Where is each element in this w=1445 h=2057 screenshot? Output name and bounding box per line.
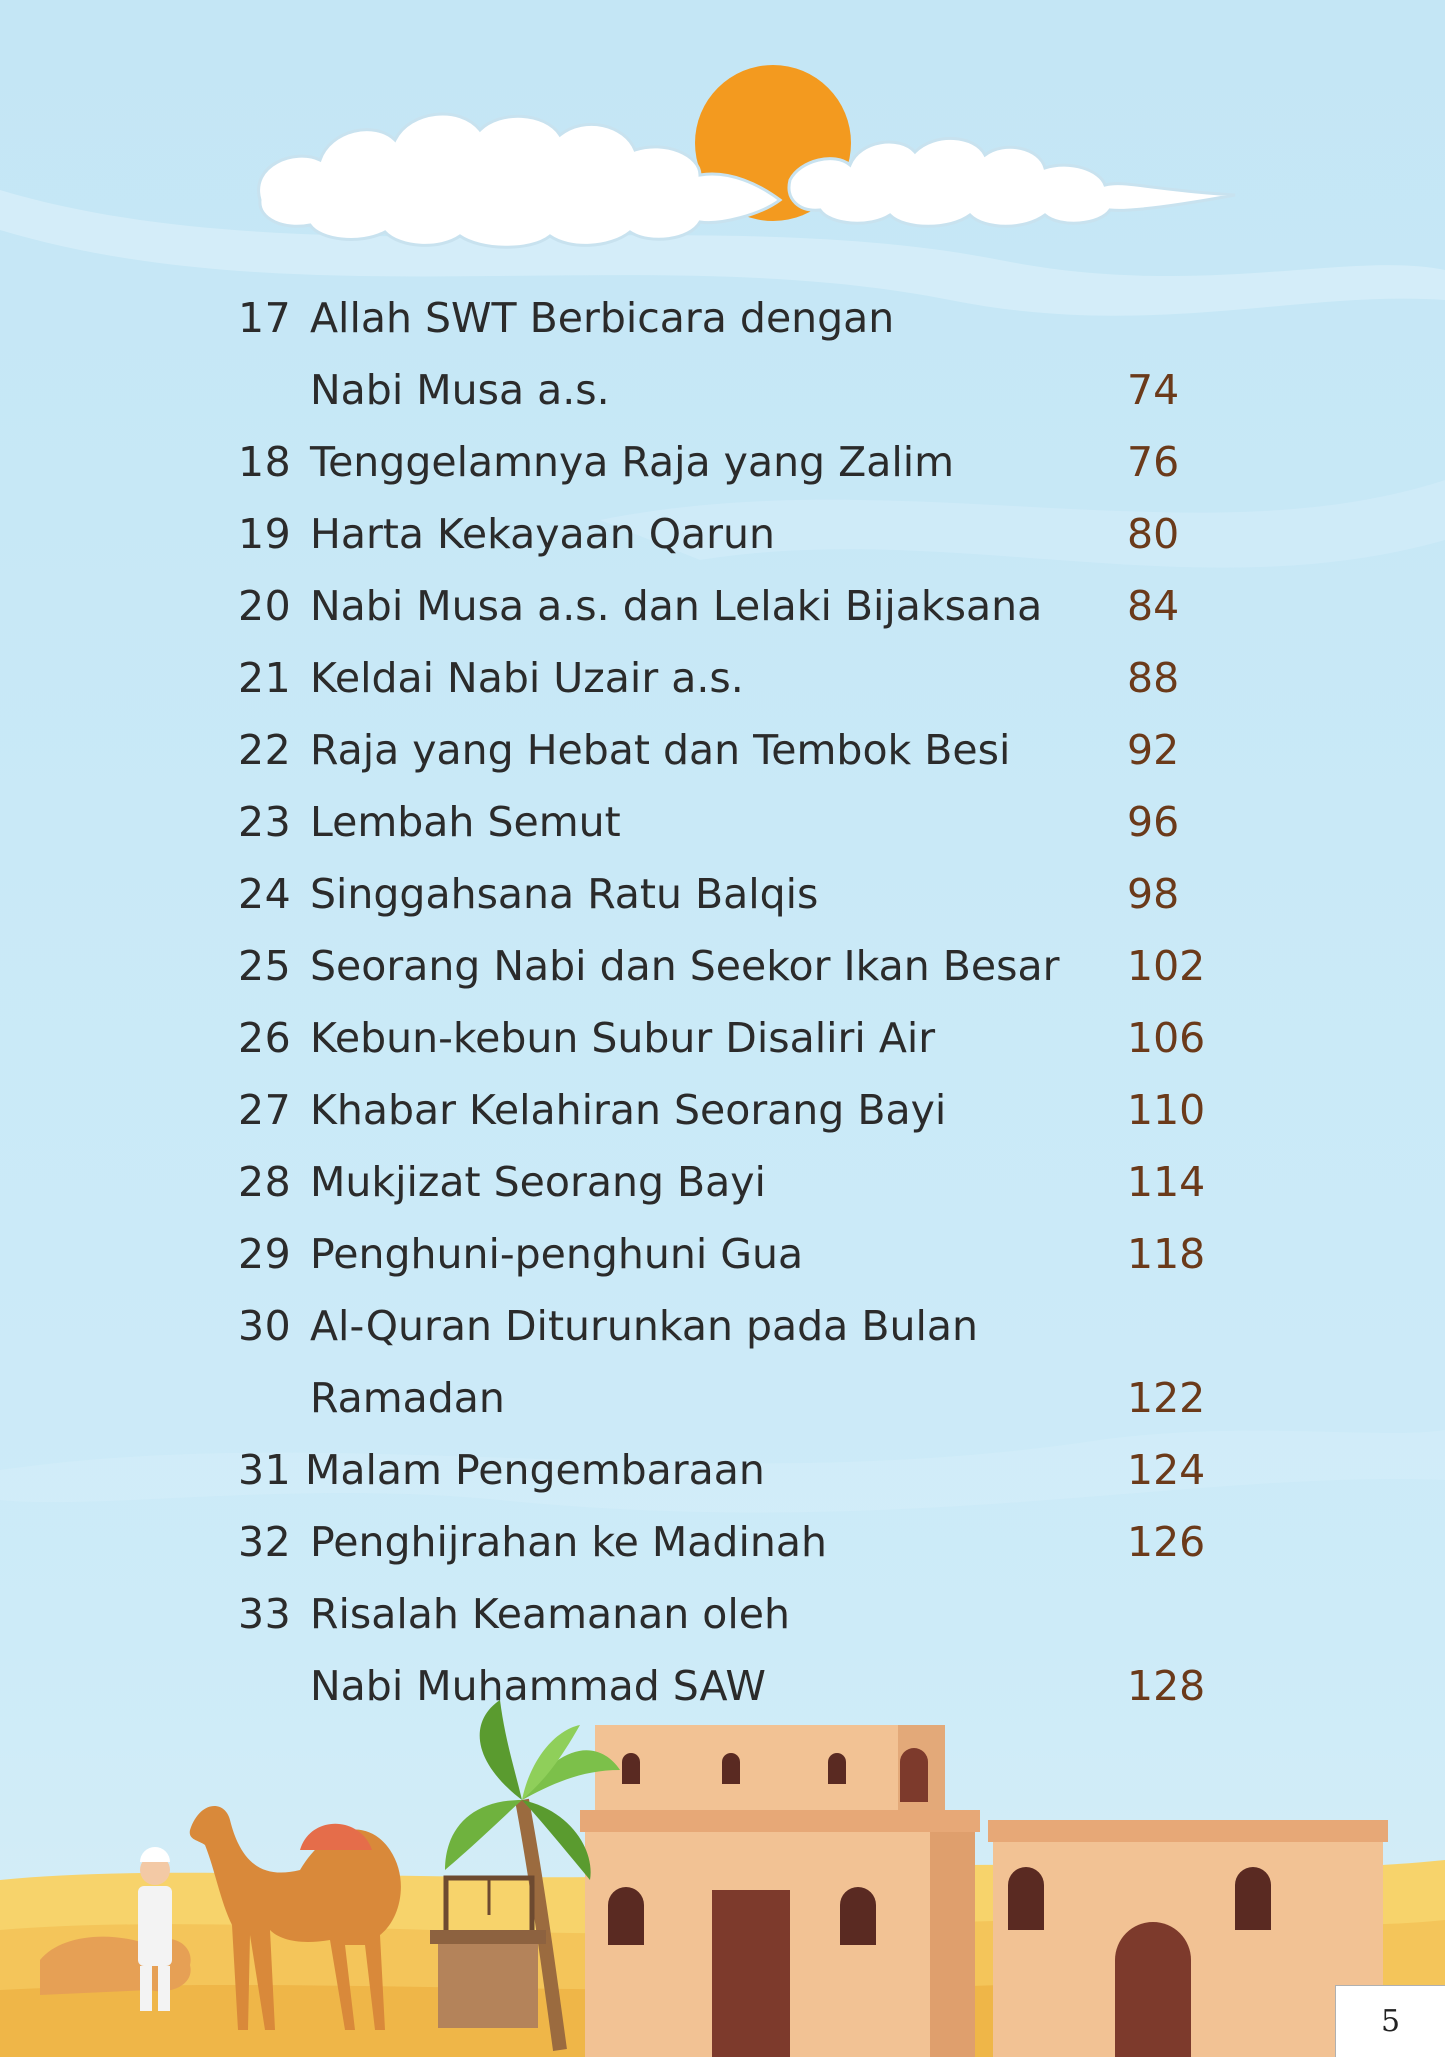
toc-number: 30 [238, 1302, 292, 1350]
toc-page: 96 [1127, 798, 1180, 846]
toc-entry [0, 1650, 1445, 1722]
toc-title: Nabi Muhammad SAW [310, 1662, 766, 1710]
toc-number: 17 [238, 294, 292, 342]
toc-number: 23 [238, 798, 292, 846]
toc-page: 114 [1127, 1158, 1206, 1206]
toc-entry [0, 1434, 1445, 1506]
toc-title: Mukjizat Seorang Bayi [310, 1158, 766, 1206]
house-large [580, 1725, 980, 2057]
toc-title: Seorang Nabi dan Seekor Ikan Besar [310, 942, 1060, 990]
toc-title: Penghuni-penghuni Gua [310, 1230, 804, 1278]
toc-number: 19 [238, 510, 292, 558]
toc-number: 28 [238, 1158, 292, 1206]
house-small [988, 1820, 1388, 2057]
toc-title: Kebun-kebun Subur Disaliri Air [310, 1014, 936, 1062]
toc-title: Singgahsana Ratu Balqis [310, 870, 819, 918]
toc-title: Lembah Semut [310, 798, 621, 846]
toc-entry [0, 282, 1445, 354]
toc-number: 25 [238, 942, 292, 990]
toc-entry [0, 1578, 1445, 1650]
toc-entry [0, 1146, 1445, 1218]
toc-page: 76 [1127, 438, 1180, 486]
toc-title: Raja yang Hebat dan Tembok Besi [310, 726, 1011, 774]
toc-number: 29 [238, 1230, 292, 1278]
toc-entry [0, 642, 1445, 714]
toc-title: Keldai Nabi Uzair a.s. [310, 654, 744, 702]
toc-entry [0, 858, 1445, 930]
toc-title: Khabar Kelahiran Seorang Bayi [310, 1086, 947, 1134]
toc-title: Allah SWT Berbicara dengan [310, 294, 895, 342]
toc-entry [0, 498, 1445, 570]
toc-number: 24 [238, 870, 292, 918]
toc-entry [0, 1290, 1445, 1362]
toc-title: Nabi Musa a.s. [310, 366, 610, 414]
toc-number: 21 [238, 654, 292, 702]
toc-entry [0, 1218, 1445, 1290]
toc-number: 31 [238, 1446, 292, 1494]
toc-title: Risalah Keamanan oleh [310, 1590, 790, 1638]
toc-page: 102 [1127, 942, 1206, 990]
toc-title: Al-Quran Diturunkan pada Bulan [310, 1302, 978, 1350]
toc-entry [0, 1362, 1445, 1434]
toc-entry [0, 354, 1445, 426]
toc-page: 118 [1127, 1230, 1206, 1278]
toc-page: 110 [1127, 1086, 1206, 1134]
toc-number: 26 [238, 1014, 292, 1062]
toc-title: Penghijrahan ke Madinah [310, 1518, 827, 1566]
toc-entry [0, 1002, 1445, 1074]
toc-entry [0, 426, 1445, 498]
toc-page: 80 [1127, 510, 1180, 558]
toc-title: Ramadan [310, 1374, 505, 1422]
toc-entry [0, 714, 1445, 786]
page-number: 5 [1335, 1985, 1445, 2057]
toc-page: 88 [1127, 654, 1180, 702]
toc-page: 124 [1127, 1446, 1206, 1494]
toc-entry [0, 1074, 1445, 1146]
toc-number: 18 [238, 438, 292, 486]
toc-title: Malam Pengembaraan [305, 1446, 765, 1494]
toc-page: 128 [1127, 1662, 1206, 1710]
toc-entry [0, 570, 1445, 642]
toc-page: 126 [1127, 1518, 1206, 1566]
toc-entry [0, 930, 1445, 1002]
toc-title: Tenggelamnya Raja yang Zalim [310, 438, 955, 486]
toc-page: 92 [1127, 726, 1180, 774]
toc-page: 98 [1127, 870, 1180, 918]
toc-page: 122 [1127, 1374, 1206, 1422]
toc-page: 106 [1127, 1014, 1206, 1062]
toc-number: 33 [238, 1590, 292, 1638]
toc-number: 20 [238, 582, 292, 630]
toc-entry [0, 786, 1445, 858]
toc-entry [0, 1506, 1445, 1578]
toc-title: Harta Kekayaan Qarun [310, 510, 776, 558]
toc-page: 74 [1127, 366, 1180, 414]
toc-number: 32 [238, 1518, 292, 1566]
desert-scene [0, 1700, 1445, 2057]
toc-title: Nabi Musa a.s. dan Lelaki Bijaksana [310, 582, 1043, 630]
toc-number: 22 [238, 726, 292, 774]
toc-number: 27 [238, 1086, 292, 1134]
toc-page: 84 [1127, 582, 1180, 630]
